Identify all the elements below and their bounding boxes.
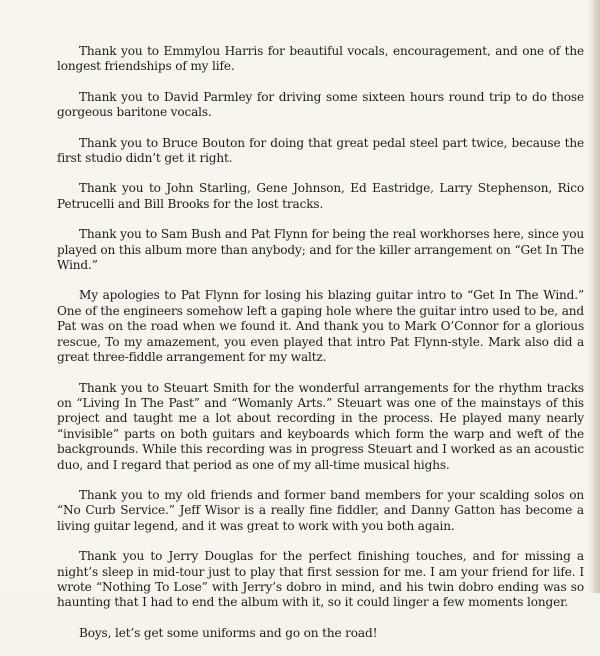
paragraph-steuart-smith: Thank you to Steuart Smith for the wonderful arrangements for the rhythm tracks on “Living In The Past” and “Womanly Arts.” Steuart was one of the mainstays of this project and taught me a lot about recording in the process. He played many nearly “invisible” parts on both guitars and keyboards which form the warp and weft of the backgrounds. While this recording was in progress Steuart and I worked as an acoustic duo, and I regard that period as one of my all-time musical highs. — [57, 380, 584, 472]
scan-edge-shadow — [588, 0, 600, 593]
paragraph-sam-bush-pat-flynn: Thank you to Sam Bush and Pat Flynn for being the real workhorses here, since you played on this album more than anybody; and for the killer arrangement on “Get In The Wind.” — [57, 227, 584, 273]
acknowledgements-text — [57, 44, 584, 656]
paragraph-former-band-members: Thank you to my old friends and former band members for your scalding solos on “No Curb Service.” Jeff Wisor is a really fine fiddler, and Danny Gatton has become a living guitar legend, and it was great to work with you both again. — [57, 487, 584, 533]
paragraph-bruce-bouton: Thank you to Bruce Bouton for doing that great pedal steel part twice, because the first studio didn’t get it right. — [57, 135, 584, 166]
paragraph-emmylou-harris: Thank you to Emmylou Harris for beautiful vocals, encouragement, and one of the longest friendships of my life. — [57, 44, 584, 74]
paragraph-david-parmley: Thank you to David Parmley for driving some sixteen hours round trip to do those gorgeous baritone vocals. — [57, 89, 584, 120]
paragraph-closing: Boys, let’s get some uniforms and go on the road! — [79, 625, 378, 640]
paragraph-apology-pat-flynn: My apologies to Pat Flynn for losing his blazing guitar intro to “Get In The Wind.” One of the engineers somehow left a gaping hole where the guitar intro used to be, and Pat was on the road when we found it. And thank you to Mark O’Connor for a glorious rescue, To my amazement, you even played that intro Pat Flynn-style. Mark also did a great three-fiddle arrangement for my waltz. — [57, 288, 584, 365]
paragraph-jerry-douglas: Thank you to Jerry Douglas for the perfect finishing touches, and for missing a night’s sleep in mid-tour just to play that first session for me. I am your friend for life. I wrote “Nothing To Lose” with Jerry’s dobro in mind, and his twin dobro ending was so haunting that I had to end the album with it, so it could linger a few moments longer. — [57, 549, 584, 610]
paragraph-lost-tracks: Thank you to John Starling, Gene Johnson, Ed Eastridge, Larry Stephenson, Rico Petrucelli and Bill Brooks for the lost tracks. — [57, 181, 584, 211]
